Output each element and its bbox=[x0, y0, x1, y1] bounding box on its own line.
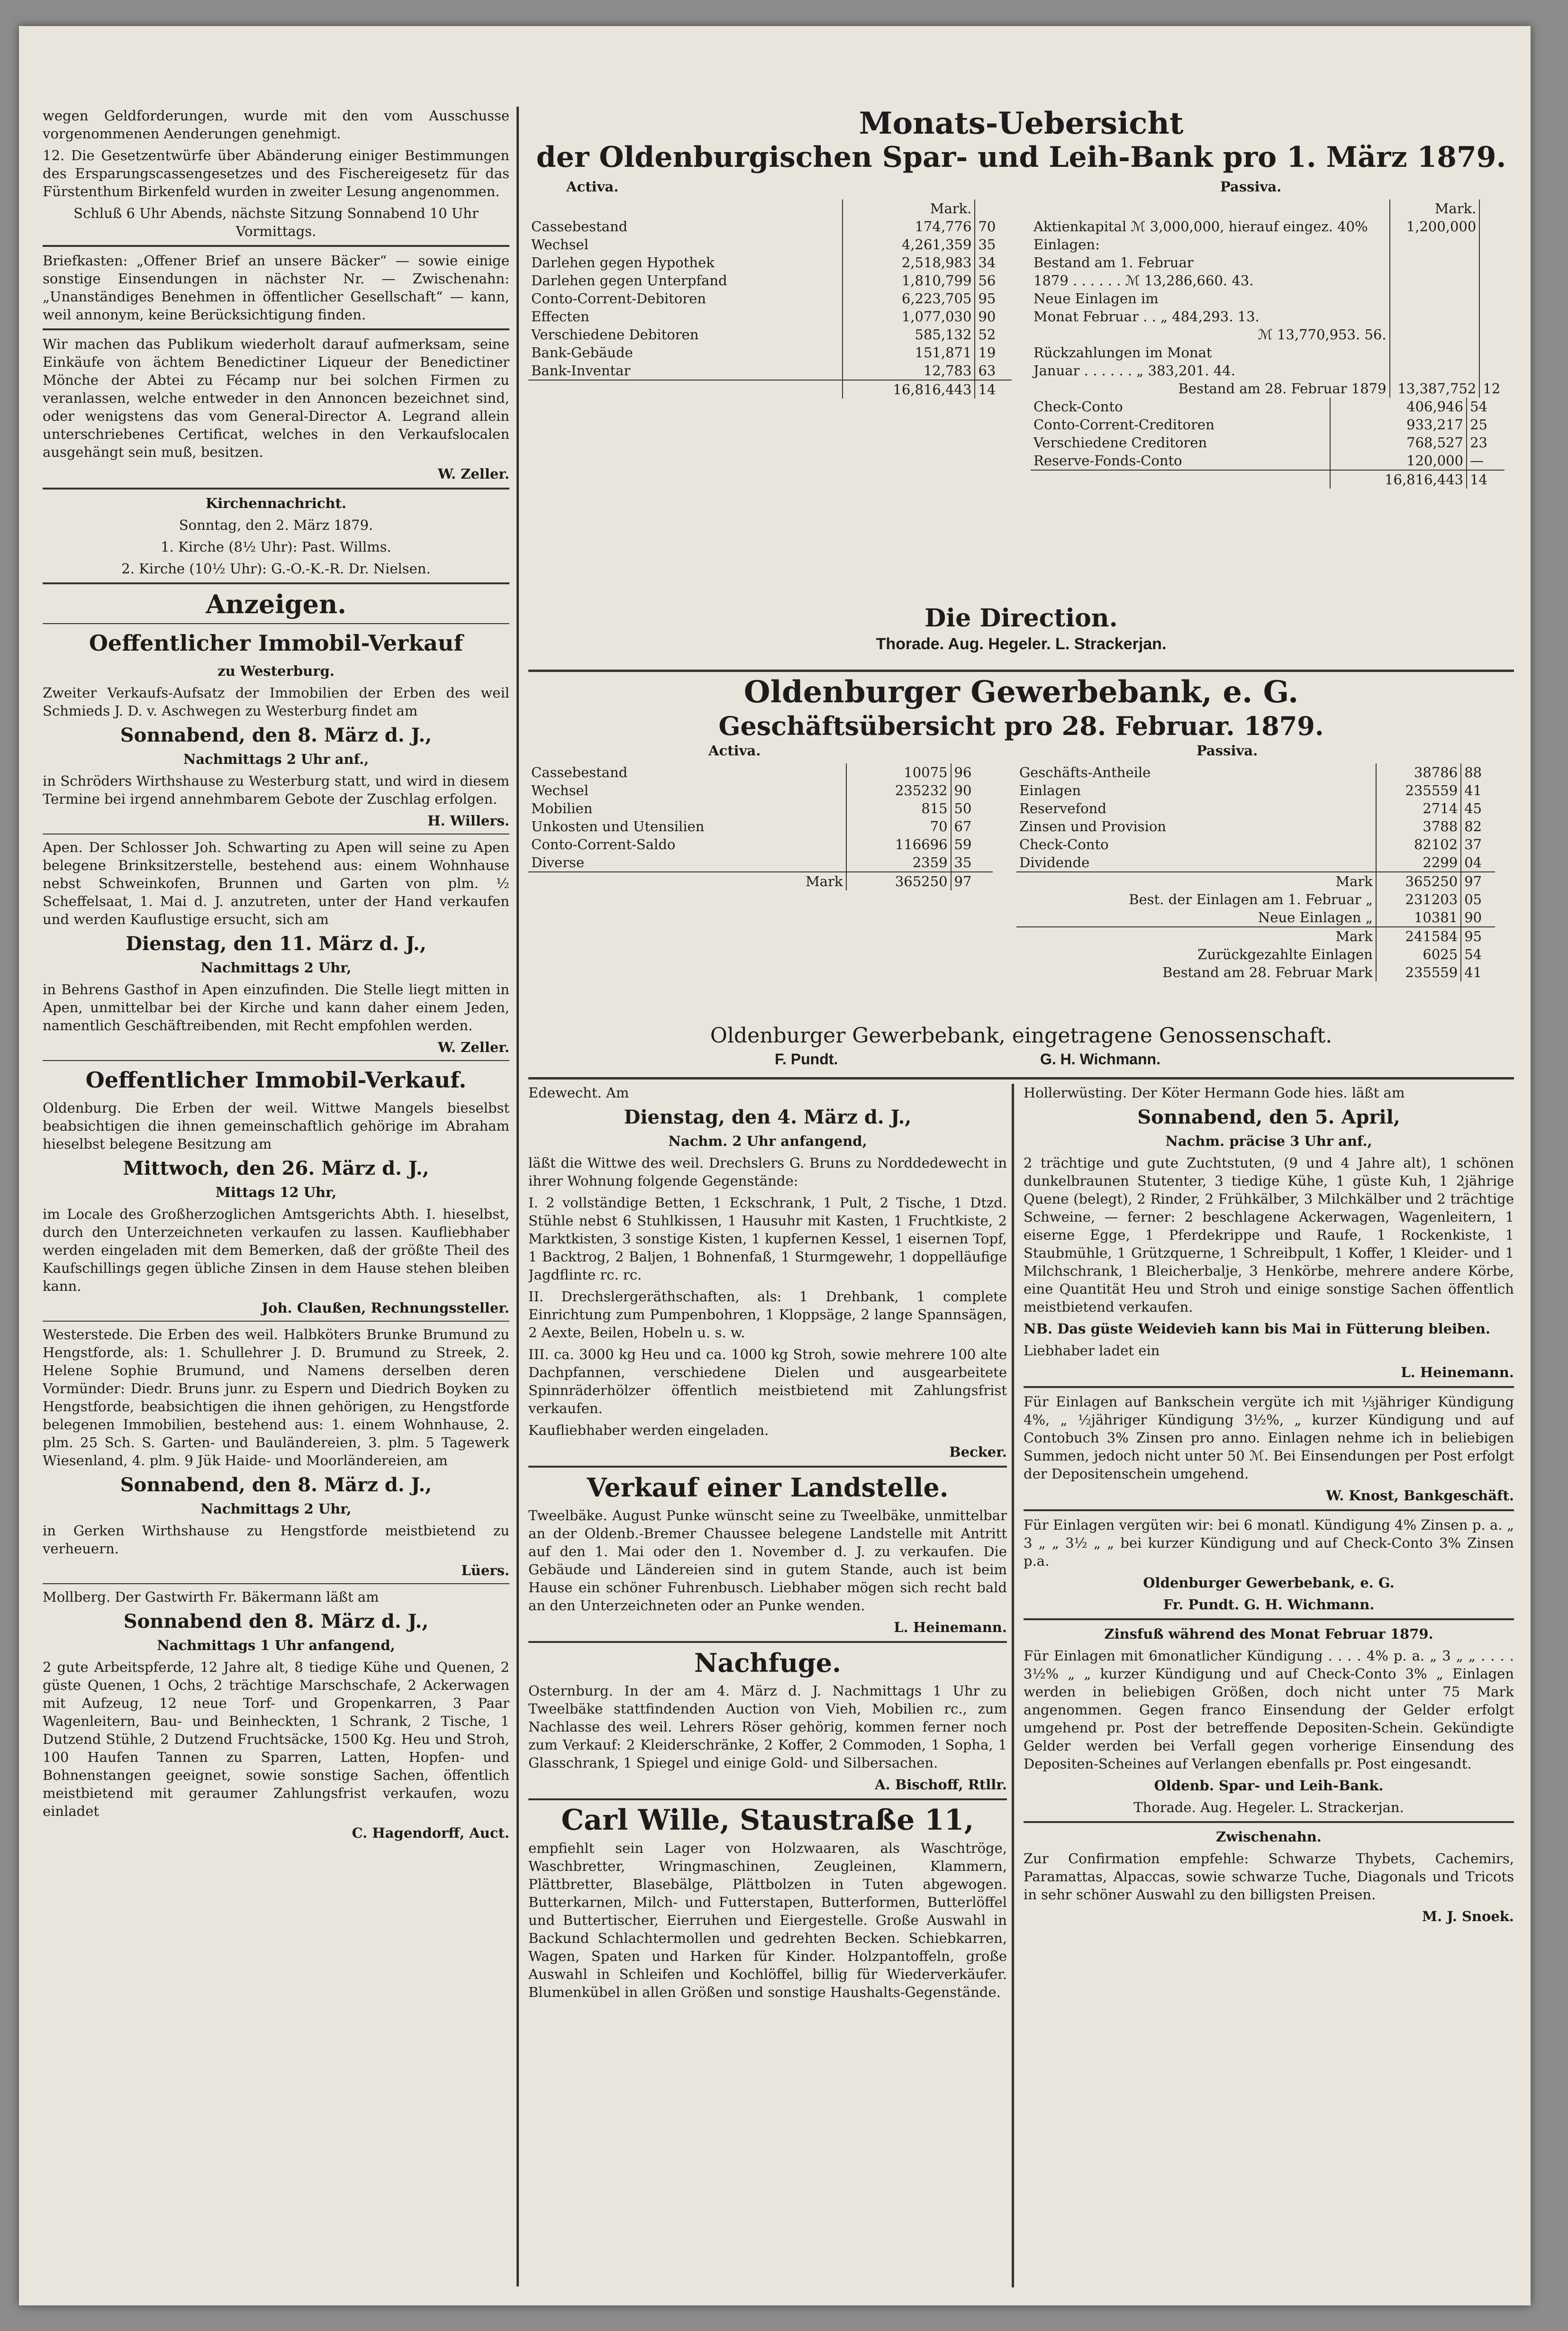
row-label: Diverse bbox=[531, 854, 584, 871]
row-mark: 2359 bbox=[846, 853, 951, 872]
row-label: Verschiedene Creditoren bbox=[1033, 435, 1207, 451]
ad-date: Mittwoch, den 26. März d. J., bbox=[123, 1157, 429, 1179]
table-row bbox=[528, 218, 1012, 236]
signature: W. Knost, Bankgeschäft. bbox=[1326, 1487, 1514, 1504]
deposit-line: Neue Einlagen im bbox=[1033, 290, 1159, 307]
row-label: Darlehen gegen Unterpfand bbox=[531, 272, 727, 289]
ad-date: Sonnabend, den 8. März d. J., bbox=[120, 724, 432, 746]
spar-passiva bbox=[1031, 178, 1505, 489]
row-mark: 4,261,359 bbox=[843, 236, 975, 254]
row-label: Dividende bbox=[1019, 854, 1090, 871]
row-mark: 2299 bbox=[1376, 853, 1461, 872]
deposit-line: 1879 . . . . . . ℳ 13,286,660. 43. bbox=[1033, 272, 1254, 289]
table-row bbox=[528, 272, 1012, 290]
row-label: Neue Einlagen „ bbox=[1258, 909, 1373, 925]
gewerbe-activa bbox=[528, 742, 1002, 890]
ad-list: I. 2 vollständige Betten, 1 Eckschrank, 1 Pult, 2 Tische, 1 Dtzd. Stühle nebst 6 Stuhlkissen, 1 Hausuhr mit Kasten, 1 Fruchtkiste, 2 Marktkisten, 3 sonstige Kisten, 1 kupfernen Kessel, 1 eisernen Topf, 1 Backtrog, 2 Baljen, 1 Bohnenfaß, 1 Sturmgewehr, 1 doppelläufige Jagdflinte rc. rc. bbox=[528, 1195, 1007, 1283]
ad-body: läßt die Wittwe des weil. Drechslers G. Bruns zu Norddedewecht in ihrer Wohnung folgende Gegenstände: bbox=[528, 1155, 1007, 1189]
section-divider bbox=[528, 670, 1514, 672]
direction-heading: Die Direction. bbox=[924, 604, 1118, 633]
table-row bbox=[1016, 890, 1495, 908]
ad-body: Für Einlagen mit 6monatlicher Kündigung . . . . 4% p. a. „ 3 „ „ . . . . 3½% „ „ kurzer Kündigung und auf Check-Conto 3% „ Einlagen werden in beliebigen Größen, doch nicht unter 75 Mark angenommen. Gegen franco Einsendung der Gelder erfolgt umgehend pr. Post der betreffende Depositen-Schein. Gekündigte Gelder werden bei Verfall gegen vorherige Einsendung des Depositen-Scheines auf Verlangen ebenfalls pr. Post eingesandt. bbox=[1024, 1648, 1514, 1772]
row-pf: 95 bbox=[975, 290, 1012, 308]
row-pf: 70 bbox=[975, 218, 1012, 236]
row-mark: 6,223,705 bbox=[843, 290, 975, 308]
divider bbox=[43, 1321, 509, 1322]
row-mark: 231203 bbox=[1376, 890, 1461, 908]
table-row bbox=[1031, 398, 1505, 416]
report-title: Oldenburger Gewerbebank, e. G. bbox=[743, 675, 1299, 710]
row-mark: 3788 bbox=[1376, 817, 1461, 835]
table-row bbox=[1016, 945, 1495, 963]
report-title: Monats-Uebersicht bbox=[859, 107, 1184, 141]
ad-body: Osternburg. In der am 4. März d. J. Nachmittags 1 Uhr zu Tweelbäke stattfindenden Auction von Vieh, Mobilien rc., zum Nachlasse des weil. Lehrers Röser gehörig, kommen ferner noch zum Verkauf: 2 Kleiderschränke, 2 Koffer, 2 Commoden, 1 Sopha, 1 Glasschrank, 1 Spiegel und einige Gold- und Silbersachen. bbox=[528, 1683, 1007, 1771]
deposit-line: Monat Februar . . „ 484,293. 13. bbox=[1033, 308, 1260, 325]
row-pf: 04 bbox=[1461, 853, 1495, 872]
direction-names: Thorade. Aug. Hegeler. L. Strackerjan. bbox=[876, 635, 1167, 653]
row-label: Zinsen und Provision bbox=[1019, 818, 1166, 834]
ad-date: Sonnabend, den 8. März d. J., bbox=[120, 1474, 432, 1496]
deposit-line: Rückzahlungen im Monat bbox=[1033, 345, 1212, 361]
row-pf: 96 bbox=[951, 763, 993, 781]
row-mark: 768,527 bbox=[1330, 434, 1467, 452]
row-pf: 41 bbox=[1461, 781, 1495, 799]
row-pf: 95 bbox=[1461, 927, 1495, 945]
capital-line: Aktienkapital ℳ 3,000,000, hierauf eingez. 40% bbox=[1033, 218, 1368, 235]
row-pf: 35 bbox=[975, 236, 1012, 254]
row-label bbox=[1031, 470, 1330, 489]
row-mark: 1,077,030 bbox=[843, 308, 975, 326]
row-pf: 54 bbox=[1467, 398, 1505, 416]
divider bbox=[1024, 1509, 1514, 1511]
row-mark: 235559 bbox=[1376, 781, 1461, 799]
divider bbox=[43, 328, 509, 330]
signature: W. Zeller. bbox=[437, 466, 509, 482]
row-mark: 82102 bbox=[1376, 835, 1461, 853]
row-pf: 45 bbox=[1461, 799, 1495, 817]
ad-date: Sonnabend den 8. März d. J., bbox=[123, 1610, 429, 1633]
row-label: Conto-Corrent-Debitoren bbox=[531, 290, 706, 307]
row-mark: 174,776 bbox=[843, 218, 975, 236]
ad-place: Hollerwüsting. Der Köter Hermann Gode hies. läßt am bbox=[1024, 1085, 1405, 1101]
signature: W. Zeller. bbox=[437, 1039, 509, 1055]
row-label: Check-Conto bbox=[1019, 836, 1109, 853]
divider bbox=[43, 1583, 509, 1584]
row-label: Cassebestand bbox=[531, 218, 628, 235]
passiva-table-rows bbox=[1031, 398, 1505, 489]
ad-list: II. Drechslergeräthschaften, als: 1 Drehbank, 1 complete Einrichtung zum Pumpenbohren, 1 Kloppsäge, 2 lange Spannsägen, 2 Aexte, Beilen, Hobeln u. s. w. bbox=[528, 1288, 1007, 1341]
table-row bbox=[1031, 470, 1505, 489]
table-row bbox=[1016, 963, 1495, 981]
row-pf: 63 bbox=[975, 362, 1012, 380]
row-label: Zurückgezahlte Einlagen bbox=[1197, 946, 1373, 962]
ad-body: 2 trächtige und gute Zuchtstuten, (9 und 4 Jahre alt), 1 schönen dunkelbraunen Stutenter, 3 tiedige Kühe, 1 güste Kuh, 1 2jährige Quene (belegt), 2 Rinder, 2 Frühkälber, 3 Milchkälber und 2 trächtige Schweine, — ferner: 2 beschlagene Ackerwagen, Wagenleitern, 1 eiserne Egge, 1 Pferdekrippe und Raufe, 1 Rockenkiste, 1 Staubmühle, 1 Grützquerne, 1 Schreibpult, 1 Koffer, 1 Kleider- und 1 Milchschrank, 1 Bleicherbalje, 3 Henkörbe, mehrere andere Körbe, eine Quantität Heu und Stroh und einige sonstige Sachen öffentlich meistbietend verkaufen. bbox=[1024, 1155, 1514, 1315]
row-mark: 2714 bbox=[1376, 799, 1461, 817]
ad-list: III. ca. 3000 kg Heu und ca. 1000 kg Stroh, sowie mehrere 100 alte Dachpfannen, verschiedene Dielen und ausgearbeitete Spinnräderhölzer öffentlich meistbietend mit Zahlungsfrist verkaufen. bbox=[528, 1346, 1007, 1416]
signature: Thorade. Aug. Hegeler. L. Strackerjan. bbox=[1133, 1799, 1404, 1815]
ad-body: Für Einlagen auf Bankschein vergüte ich mit ⅓jähriger Kündigung 4%, „ ½jähriger Kündigung 3½%, „ kurzer Kündigung und auf Contobuch 3% Zinsen pro anno. Einlagen nehme ich in beliebigen Summen, jedoch nicht unter 50 ℳ. Bei Einsendungen per Post erfolgt der Depositenschein umgehend. bbox=[1024, 1394, 1514, 1482]
row-pf: 90 bbox=[975, 308, 1012, 326]
row-pf: 14 bbox=[975, 380, 1012, 399]
signature: G. H. Wichmann. bbox=[1040, 1051, 1160, 1068]
ad-title: Carl Wille, Staustraße 11, bbox=[561, 1804, 974, 1837]
deposit-line: Einlagen: bbox=[1033, 236, 1100, 253]
table-row bbox=[528, 236, 1012, 254]
signature: Joh. Claußen, Rechnungssteller. bbox=[262, 1300, 509, 1316]
row-label: Bank-Inventar bbox=[531, 363, 631, 379]
row-pf: 35 bbox=[951, 853, 993, 872]
row-mark: 235559 bbox=[1376, 963, 1461, 981]
gewerbebank-report bbox=[528, 675, 1514, 1073]
divider bbox=[1024, 1618, 1514, 1620]
row-mark: 116696 bbox=[846, 835, 951, 853]
ad-body: Mollberg. Der Gastwirth Fr. Bäkermann läßt am bbox=[43, 1589, 379, 1605]
ad-title: Verkauf einer Landstelle. bbox=[587, 1472, 949, 1503]
deposit-line: Bestand am 1. Februar bbox=[1033, 254, 1194, 271]
passiva-table bbox=[1016, 763, 1495, 981]
row-pf: 52 bbox=[975, 326, 1012, 344]
row-label: Check-Conto bbox=[1033, 399, 1123, 415]
row-mark: 585,132 bbox=[843, 326, 975, 344]
paragraph: Schluß 6 Uhr Abends, nächste Sitzung Sonnabend 10 Uhr Vormittags. bbox=[73, 205, 479, 239]
row-pf: 41 bbox=[1461, 963, 1495, 981]
table-row bbox=[528, 308, 1012, 326]
row-pf: 59 bbox=[951, 835, 993, 853]
gewerbe-passiva bbox=[1016, 742, 1505, 981]
ad-time: Nachmittags 1 Uhr anfangend, bbox=[157, 1637, 395, 1653]
section-divider bbox=[528, 1077, 1514, 1079]
value-cell: 1,200,000 bbox=[1390, 218, 1480, 236]
ad-subtitle: zu Westerburg. bbox=[218, 663, 335, 679]
row-mark: 120,000 bbox=[1330, 452, 1467, 470]
row-label: Mark bbox=[1016, 872, 1376, 890]
divider bbox=[528, 1798, 1007, 1800]
ad-time: Nachm. präcise 3 Uhr anf., bbox=[1165, 1133, 1372, 1149]
ad-title: Nachfuge. bbox=[694, 1648, 841, 1678]
row-pf: 90 bbox=[951, 781, 993, 799]
church-line: 1. Kirche (8½ Uhr): Past. Willms. bbox=[161, 539, 391, 555]
ad-body: Zweiter Verkaufs-Aufsatz der Immobilien der Erben des weil Schmieds J. D. v. Aschwegen zu Westerburg findet am bbox=[43, 685, 509, 719]
row-label: Reserve-Fonds-Conto bbox=[1033, 453, 1182, 469]
row-pf: 88 bbox=[1461, 763, 1495, 781]
column-middle bbox=[528, 1084, 1007, 2287]
row-label: Conto-Corrent-Creditoren bbox=[1033, 417, 1215, 433]
passiva-heading: Passiva. bbox=[1220, 179, 1282, 195]
row-pf: 82 bbox=[1461, 817, 1495, 835]
table-row bbox=[528, 380, 1012, 399]
ad-body: in Gerken Wirthshause zu Hengstforde meistbietend zu verheuern. bbox=[43, 1523, 509, 1557]
ad-body: im Locale des Großherzoglichen Amtsgerichts Abth. I. hieselbst, durch den Unterzeichneten verkaufen zu lassen. Kaufliebhaber werden eingeladen mit dem Bemerken, daß der größte Theil des Kaufschillings gegen übliche Zinsen in dem Hause stehen bleiben kann. bbox=[43, 1206, 509, 1294]
row-pf: 34 bbox=[975, 254, 1012, 272]
spar-activa bbox=[528, 178, 1021, 399]
row-pf: 90 bbox=[1461, 908, 1495, 927]
signature: F. Pundt. bbox=[775, 1051, 838, 1068]
ad-place: Edewecht. Am bbox=[528, 1085, 629, 1101]
value-cell: 13,387,752 bbox=[1390, 380, 1480, 398]
row-mark: 16,816,443 bbox=[1330, 470, 1467, 489]
row-label: Cassebestand bbox=[531, 764, 628, 780]
ad-time: Mittags 12 Uhr, bbox=[215, 1184, 337, 1200]
spar-bank-report bbox=[528, 107, 1514, 666]
signature: M. J. Snoek. bbox=[1422, 1908, 1514, 1924]
row-label: Mark bbox=[528, 872, 846, 890]
ad-body: Westerstede. Die Erben des weil. Halbköters Brunke Brumund zu Hengstforde, als: 1. Schullehrer J. D. Brumund zu Streek, 2. Helene Sophie Brumund, und Namens derselben deren Vormünder: Diedr. Bruns junr. zu Espern und Diedrich Boyken zu Hengstforde, beabsichtigen die ihnen gehörigen, zu Hengstforde belegenen Immobilien, bestehend aus: 1. einem Wohnhause, 2. plm. 25 Sch. S. Garten- und Bauländereien, 3. plm. 5 Tagewerk Wiesenland, 4. plm. 9 Jük Haide- und Moorländereien, am bbox=[43, 1326, 509, 1469]
gewerbe-footer: Oldenburger Gewerbebank, eingetragene Genossenschaft. bbox=[710, 1024, 1332, 1048]
table-row bbox=[528, 872, 993, 890]
row-mark: 241584 bbox=[1376, 927, 1461, 945]
row-label: Verschiedene Debitoren bbox=[531, 327, 699, 343]
row-label bbox=[528, 380, 843, 399]
table-row bbox=[528, 781, 993, 799]
table-row bbox=[1016, 835, 1495, 853]
divider bbox=[528, 1641, 1007, 1643]
row-pf: 97 bbox=[1461, 872, 1495, 890]
row-pf: 23 bbox=[1467, 434, 1505, 452]
row-pf: 54 bbox=[1461, 945, 1495, 963]
row-label: Mobilien bbox=[531, 800, 593, 816]
table-row bbox=[528, 817, 993, 835]
table-row bbox=[528, 853, 993, 872]
divider bbox=[43, 582, 509, 584]
table-row bbox=[1031, 452, 1505, 470]
ad-body: empfiehlt sein Lager von Holzwaaren, als Waschtröge, Waschbretter, Wringmaschinen, Zeugleinen, Klammern, Plättbretter, Blasebälge, Plättbolzen in Tuten abgewogen. Butterkarnen, Milch- und Futterstapen, Butterformen, Butterlöffel und Buttertischer, Eierruhen und Eiergestelle. Große Auswahl in Backund Schlachtermollen und gedrehten Becken. Schiebkarren, Wagen, Spaten und Harken für Kinder. Holzpantoffeln, große Auswahl in Schleifen und Kochlöffel, billig für Wiederverkäufer. Blumenkübel in allen Größen und sonstige Haushalts-Gegenstände. bbox=[528, 1840, 1007, 2000]
row-label: Bank-Gebäude bbox=[531, 345, 633, 361]
row-label: Darlehen gegen Hypothek bbox=[531, 254, 715, 271]
table-row bbox=[1016, 872, 1495, 890]
mark-header: Mark. bbox=[1390, 200, 1480, 218]
ad-date: Dienstag, den 4. März d. J., bbox=[624, 1106, 912, 1128]
table-row bbox=[1016, 908, 1495, 927]
row-label: Wechsel bbox=[531, 236, 589, 253]
bank-name: Oldenb. Spar- und Leih-Bank. bbox=[1154, 1778, 1384, 1794]
divider bbox=[528, 1466, 1007, 1468]
activa-heading: Activa. bbox=[708, 743, 761, 759]
ad-date: Dienstag, den 11. März d. J., bbox=[126, 933, 426, 955]
row-mark: 12,783 bbox=[843, 362, 975, 380]
deposit-line: Januar . . . . . . „ 383,201. 44. bbox=[1033, 363, 1235, 379]
table-row bbox=[1016, 799, 1495, 817]
ad-body: Liebhaber ladet ein bbox=[1024, 1342, 1160, 1359]
row-label: Wechsel bbox=[531, 782, 589, 798]
row-pf: 56 bbox=[975, 272, 1012, 290]
divider bbox=[1024, 1821, 1514, 1823]
row-mark: 70 bbox=[846, 817, 951, 835]
table-row bbox=[528, 362, 1012, 380]
church-line: 2. Kirche (10½ Uhr): G.-O.-K.-R. Dr. Nielsen. bbox=[121, 561, 431, 577]
divider bbox=[43, 1060, 509, 1061]
newspaper-page bbox=[19, 26, 1531, 2305]
briefkasten: Briefkasten: „Offener Brief an unsere Bäcker“ — sowie einige sonstige Einsendungen in nächster Nr. — Zwischenahn: „Unanständiges Benehmen in öffentlicher Gesellschaft“ — kann, weil annonym, keine Berücksichtigung finden. bbox=[43, 253, 509, 323]
anzeigen-heading: Anzeigen. bbox=[206, 589, 346, 619]
table-row bbox=[1031, 416, 1505, 434]
table-row bbox=[1016, 927, 1495, 945]
row-mark: 815 bbox=[846, 799, 951, 817]
row-pf: 37 bbox=[1461, 835, 1495, 853]
ad-date: Sonnabend, den 5. April, bbox=[1137, 1106, 1400, 1128]
section-heading: Kirchennachricht. bbox=[206, 495, 346, 511]
column-divider bbox=[517, 107, 519, 2286]
divider bbox=[43, 245, 509, 247]
row-label: Conto-Corrent-Saldo bbox=[531, 836, 676, 853]
ad-body: Für Einlagen vergüten wir: bei 6 monatl. Kündigung 4% Zinsen p. a. „ 3 „ „ 3½ „ „ bei kurzer Kündigung und auf Check-Conto 3% Zinsen p.a. bbox=[1024, 1517, 1514, 1569]
table-row bbox=[528, 344, 1012, 362]
row-mark: 6025 bbox=[1376, 945, 1461, 963]
row-mark: 38786 bbox=[1376, 763, 1461, 781]
row-pf: 05 bbox=[1461, 890, 1495, 908]
signature: Fr. Pundt. G. H. Wichmann. bbox=[1163, 1596, 1375, 1613]
row-mark: 1,810,799 bbox=[843, 272, 975, 290]
table-row bbox=[528, 326, 1012, 344]
table-row bbox=[528, 835, 993, 853]
row-mark: 10075 bbox=[846, 763, 951, 781]
deposit-line: ℳ 13,770,953. 56. bbox=[1258, 327, 1387, 343]
table-row bbox=[528, 799, 993, 817]
table-row bbox=[1016, 763, 1495, 781]
signature: L. Heinemann. bbox=[894, 1619, 1007, 1635]
table-row bbox=[528, 254, 1012, 272]
row-pf: 19 bbox=[975, 344, 1012, 362]
signature: A. Bischoff, Rtllr. bbox=[875, 1777, 1007, 1793]
row-pf: 97 bbox=[951, 872, 993, 890]
ad-body: Zur Confirmation empfehle: Schwarze Thybets, Cachemirs, Paramattas, Alpaccas, sowie schwarze Tuche, Diagonals und Tricots in sehr schöner Auswahl zu den billigsten Preisen. bbox=[1024, 1850, 1514, 1903]
table-row bbox=[1016, 853, 1495, 872]
column-left bbox=[43, 107, 509, 2286]
divider bbox=[43, 623, 509, 624]
row-label: Einlagen bbox=[1019, 782, 1081, 798]
row-pf: — bbox=[1467, 452, 1505, 470]
table-row bbox=[528, 763, 993, 781]
ad-body: in Behrens Gasthof in Apen einzufinden. Die Stelle liegt mitten in Apen, unmittelbar bei der Kirche und kann daher einem Jeden, namentlich Geschäftreibenden, mit Recht empfohlen werden. bbox=[43, 981, 509, 1034]
row-label: Unkosten und Utensilien bbox=[531, 818, 705, 834]
ad-note: NB. Das güste Weidevieh kann bis Mai in Fütterung bleiben. bbox=[1024, 1321, 1491, 1337]
row-label: Effecten bbox=[531, 308, 589, 325]
table-row bbox=[528, 290, 1012, 308]
ad-body: Tweelbäke. August Punke wünscht seine zu Tweelbäke, unmittelbar an der Oldenb.-Bremer Chaussee belegene Landstelle mit Antritt auf den 1. Mai oder den 1. November d. J. zu verkaufen. Die Gebäude und Ländereien sind in gutem Stande, auch ist beim Hause ein schöner Fuhrenbusch. Liebhaber mögen sich recht bald an den Unterzeichneten oder an Punke wenden. bbox=[528, 1507, 1007, 1614]
row-label: Bestand am 28. Februar Mark bbox=[1162, 964, 1373, 980]
row-mark: 10381 bbox=[1376, 908, 1461, 927]
divider bbox=[1024, 1386, 1514, 1388]
row-label: Best. der Einlagen am 1. Februar „ bbox=[1129, 891, 1373, 907]
row-mark: 365250 bbox=[846, 872, 951, 890]
ad-title: Zinsfuß während des Monat Februar 1879. bbox=[1104, 1626, 1433, 1642]
ad-title: Zwischenahn. bbox=[1216, 1829, 1322, 1845]
report-subtitle: Geschäftsübersicht pro 28. Februar. 1879. bbox=[718, 711, 1324, 741]
activa-heading: Activa. bbox=[566, 179, 619, 195]
table-row bbox=[1016, 781, 1495, 799]
ad-body: 2 gute Arbeitspferde, 12 Jahre alt, 8 tiedige Kühe und Quenen, 2 güste Quenen, 1 Ochs, 2 trächtige Marschschafe, 2 Ackerwagen mit Aufzeug, 12 neue Torf- und Gropenkarren, 3 Paar Wagenleitern, Bau- und Beinheckten, 1 Schrank, 2 Tische, 1 Dutzend Stühle, 2 Dutzend Fruchtsäcke, 1500 Kg. Heu und Stroh, 100 Haufen Tannen zu Sparren, Latten, Hopfen- und Bohnenstangen geeignet, sowie sonstige Sachen, öffentlich meistbietend mit geraumer Zahlungsfrist verkaufen, wozu einladet bbox=[43, 1659, 509, 1819]
column-divider bbox=[1012, 1084, 1014, 2287]
signature: H. Willers. bbox=[427, 813, 509, 829]
row-mark: 365250 bbox=[1376, 872, 1461, 890]
report-subtitle: der Oldenburgischen Spar- und Leih-Bank pro 1. März 1879. bbox=[536, 141, 1506, 174]
bank-name: Oldenburger Gewerbebank, e. G. bbox=[1143, 1575, 1395, 1591]
activa-table bbox=[528, 200, 1012, 399]
benedictiner-notice: Wir machen das Publikum wiederholt darauf aufmerksam, seine Einkäufe von ächtem Benedictiner Liqueur der Benedictiner Mönche der Abtei zu Fécamp nur bei solchen Firmen zu veranlassen, welche entweder in den Annoncen bezeichnet sind, oder wenigstens das vom General-Director A. Legrand allein unterschriebenes Certificat, welches in den Verkaufslocalen ausgehängt sein muß, besitzen. bbox=[43, 336, 509, 460]
row-label: Mark bbox=[1016, 927, 1376, 945]
paragraph: wegen Geldforderungen, wurde mit den vom Ausschusse vorgenommenen Aenderungen genehmigt. bbox=[43, 108, 509, 142]
ad-body: Kaufliebhaber werden eingeladen. bbox=[528, 1422, 769, 1438]
paragraph: 12. Die Gesetzentwürfe über Abänderung einiger Bestimmungen des Ersparungscassengesetzes und des Fischereigesetz für das Fürstenthum Birkenfeld wurden in zweiter Lesung angenommen. bbox=[43, 147, 509, 200]
passiva-heading: Passiva. bbox=[1196, 743, 1258, 759]
row-label: Geschäfts-Antheile bbox=[1019, 764, 1151, 780]
row-mark: 235232 bbox=[846, 781, 951, 799]
ad-body: Apen. Der Schlosser Joh. Schwarting zu Apen will seine zu Apen belegene Brinksitzerstelle, bestehend aus: einem Wohnhause nebst Schweinkofen, Brunnen und Garten von plm. ½ Scheffelsaat, 1. Mai d. J. anzutreten, unter der Hand verkaufen und werden Kauflustige ersucht, sich am bbox=[43, 839, 509, 927]
row-mark: 2,518,983 bbox=[843, 254, 975, 272]
ad-time: Nachmittags 2 Uhr, bbox=[200, 960, 352, 976]
ad-time: Nachmittags 2 Uhr, bbox=[200, 1501, 352, 1517]
signature: C. Hagendorff, Auct. bbox=[352, 1825, 509, 1841]
row-mark: 406,946 bbox=[1330, 398, 1467, 416]
row-mark: 933,217 bbox=[1330, 416, 1467, 434]
row-mark: 151,871 bbox=[843, 344, 975, 362]
signature: Lüers. bbox=[461, 1562, 509, 1578]
pf-cell: 12 bbox=[1479, 380, 1505, 398]
mark-header: Mark. bbox=[843, 200, 975, 218]
activa-table bbox=[528, 763, 993, 890]
balance-line: Bestand am 28. Februar 1879 bbox=[1178, 381, 1387, 397]
row-pf: 14 bbox=[1467, 470, 1505, 489]
divider bbox=[43, 488, 509, 490]
ad-time: Nachmittags 2 Uhr anf., bbox=[183, 751, 369, 767]
table-row bbox=[1016, 817, 1495, 835]
ad-time: Nachm. 2 Uhr anfangend, bbox=[668, 1133, 867, 1149]
column-right bbox=[1024, 1084, 1514, 2287]
signature: L. Heinemann. bbox=[1401, 1364, 1514, 1380]
table-row bbox=[1031, 434, 1505, 452]
row-pf: 25 bbox=[1467, 416, 1505, 434]
row-pf: 50 bbox=[951, 799, 993, 817]
ad-body: Oldenburg. Die Erben der weil. Wittwe Mangels bieselbst beabsichtigen die ihnen gemeinschaftlich gehörige im Abraham hieselbst belegene Besitzung am bbox=[43, 1100, 509, 1152]
church-line: Sonntag, den 2. März 1879. bbox=[179, 517, 373, 533]
ad-body: in Schröders Wirthshause zu Westerburg statt, und wird in diesem Termine bei irgend annehmbarem Gebote der Zuschlag erfolgen. bbox=[43, 773, 509, 807]
ad-title: Oeffentlicher Immobil-Verkauf. bbox=[85, 1067, 467, 1093]
passiva-table bbox=[1031, 200, 1505, 398]
row-mark: 16,816,443 bbox=[843, 380, 975, 399]
row-label: Reservefond bbox=[1019, 800, 1106, 816]
row-pf: 67 bbox=[951, 817, 993, 835]
signature: Becker. bbox=[949, 1444, 1007, 1460]
ad-title: Oeffentlicher Immobil-Verkauf bbox=[89, 630, 463, 656]
